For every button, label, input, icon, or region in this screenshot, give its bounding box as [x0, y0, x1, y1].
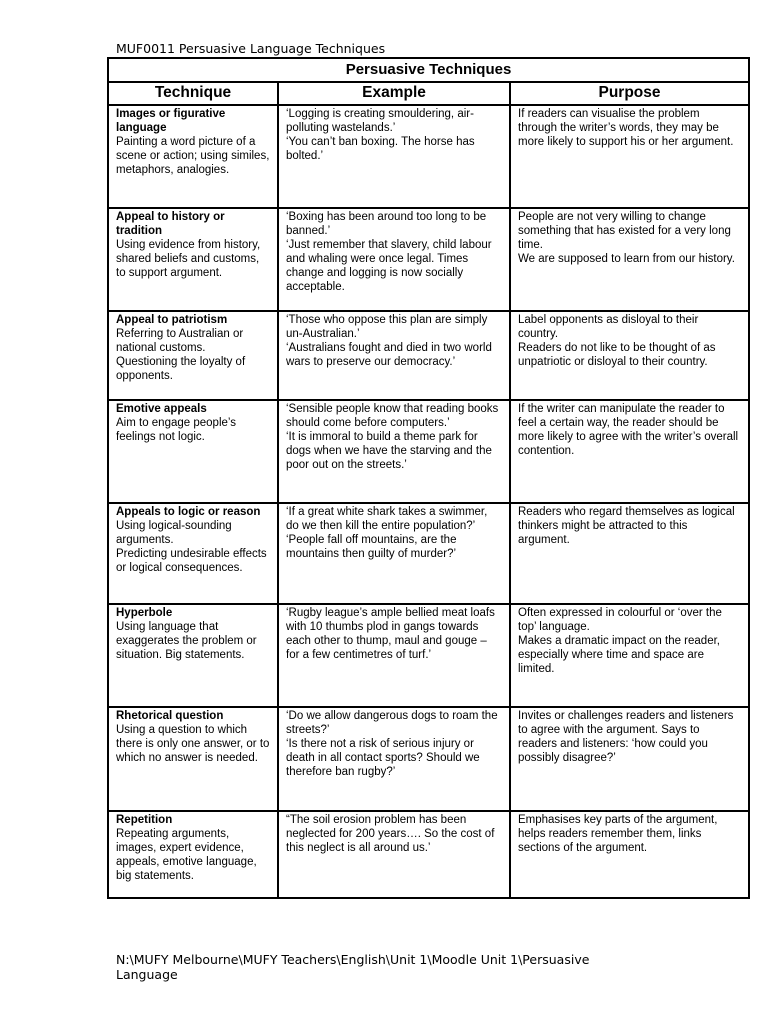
table-row [108, 105, 749, 208]
technique-cell [108, 311, 278, 400]
technique-name: Repetition [116, 814, 173, 826]
purpose-cell [510, 503, 749, 604]
purpose-text: Often expressed in colourful or ‘over the top’ language. Makes a dramatic impact on the reader, especially where time and space are limited. [518, 607, 722, 675]
purpose-cell [510, 604, 749, 707]
technique-cell [108, 400, 278, 503]
purpose-text: Invites or challenges readers and listeners to agree with the argument. Says to readers and listeners: ‘how could you possibly disagree?’ [518, 710, 734, 764]
example-cell [278, 503, 510, 604]
example-text: “The soil erosion problem has been neglected for 200 years…. So the cost of this neglect is all around us.’ [286, 814, 495, 854]
technique-description: Painting a word picture of a scene or action; using similes, metaphors, analogies. [116, 136, 270, 176]
purpose-text: Label opponents as disloyal to their country. Readers do not like to be thought of as unpatriotic or disloyal to their country. [518, 314, 716, 368]
technique-name: Rhetorical question [116, 710, 224, 722]
technique-description: Using logical-sounding arguments. Predicting undesirable effects or logical consequences. [116, 520, 267, 574]
purpose-cell [510, 400, 749, 503]
technique-cell [108, 105, 278, 208]
example-cell [278, 707, 510, 811]
purpose-text: If the writer can manipulate the reader to feel a certain way, the reader should be more likely to agree with the writer’s overall contention. [518, 403, 739, 457]
example-cell [278, 400, 510, 503]
table-row [108, 811, 749, 898]
table-row [108, 400, 749, 503]
technique-name: Hyperbole [116, 607, 173, 619]
table-row [108, 707, 749, 811]
technique-name: Appeal to history or tradition [116, 211, 225, 237]
technique-cell [108, 811, 278, 898]
example-text: ‘If a great white shark takes a swimmer, do we then kill the entire population?’ ‘People fall off mountains, are the mountains then guilty of murder?’ [286, 506, 488, 560]
technique-name: Images or figurative language [116, 108, 226, 134]
example-cell [278, 105, 510, 208]
example-text: ‘Those who oppose this plan are simply un-Australian.’ ‘Australians fought and died in two world wars to preserve our democracy.’ [286, 314, 492, 368]
table-row [108, 503, 749, 604]
persuasive-techniques-table [107, 57, 750, 899]
table-row [108, 208, 749, 311]
technique-description: Using language that exaggerates the problem or situation. Big statements. [116, 621, 257, 661]
technique-description: Referring to Australian or national customs. Questioning the loyalty of opponents. [116, 328, 246, 382]
example-cell [278, 311, 510, 400]
purpose-cell [510, 811, 749, 898]
example-text: ‘Do we allow dangerous dogs to roam the streets?’ ‘Is there not a risk of serious injury or death in all contact sports? Should we therefore ban rugby?’ [286, 710, 498, 778]
column-header-technique: Technique [108, 82, 278, 105]
table-title: Persuasive Techniques [108, 58, 749, 82]
column-header-purpose: Purpose [510, 82, 749, 105]
example-cell [278, 811, 510, 898]
example-cell [278, 604, 510, 707]
example-text: ‘Rugby league’s ample bellied meat loafs with 10 thumbs plod in gangs towards each other to thump, maul and gouge – for a few centimetres of turf.’ [286, 607, 495, 661]
purpose-text: People are not very willing to change something that has existed for a very long time. We are supposed to learn from our history. [518, 211, 735, 265]
technique-name: Appeal to patriotism [116, 314, 228, 326]
table-row [108, 311, 749, 400]
purpose-cell [510, 311, 749, 400]
example-text: ‘Sensible people know that reading books should come before computers.’ ‘It is immoral to build a theme park for dogs when we have the starving and the poor out on the streets.’ [286, 403, 499, 471]
technique-cell [108, 503, 278, 604]
column-header-example: Example [278, 82, 510, 105]
purpose-cell [510, 707, 749, 811]
purpose-text: Readers who regard themselves as logical thinkers might be attracted to this argument. [518, 506, 735, 546]
purpose-text: Emphasises key parts of the argument, helps readers remember them, links sections of the argument. [518, 814, 718, 854]
document-footer-path: N:\MUFY Melbourne\MUFY Teachers\English\Unit 1\Moodle Unit 1\Persuasive Language [116, 952, 590, 982]
table-row [108, 604, 749, 707]
technique-cell [108, 707, 278, 811]
technique-description: Using evidence from history, shared beliefs and customs, to support argument. [116, 239, 261, 279]
example-text: ‘Boxing has been around too long to be banned.’ ‘Just remember that slavery, child labour and whaling were once legal. Times change and logging is now socially acceptable. [286, 211, 492, 293]
purpose-text: If readers can visualise the problem through the writer’s words, they may be more likely to support his or her argument. [518, 108, 734, 148]
technique-cell [108, 208, 278, 311]
technique-name: Emotive appeals [116, 403, 207, 415]
example-text: ‘Logging is creating smouldering, air-polluting wastelands.’ ‘You can’t ban boxing. The horse has bolted.’ [286, 108, 475, 162]
technique-description: Aim to engage people’s feelings not logic. [116, 417, 236, 443]
technique-name: Appeals to logic or reason [116, 506, 261, 518]
document-header: MUF0011 Persuasive Language Techniques [116, 41, 386, 56]
purpose-cell [510, 208, 749, 311]
example-cell [278, 208, 510, 311]
purpose-cell [510, 105, 749, 208]
technique-description: Repeating arguments, images, expert evidence, appeals, emotive language, big statements. [116, 828, 257, 882]
technique-description: Using a question to which there is only one answer, or to which no answer is needed. [116, 724, 270, 764]
technique-cell [108, 604, 278, 707]
